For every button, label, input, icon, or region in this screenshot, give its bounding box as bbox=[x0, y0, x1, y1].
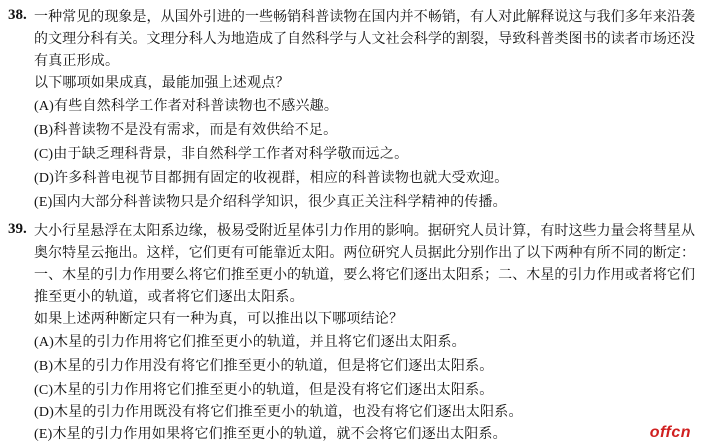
answer-option-e[interactable] bbox=[34, 424, 507, 445]
option-text: 国内大部分科普读物只是介绍科学知识，很少真正关注科学精神的传播。 bbox=[52, 194, 507, 210]
option-text: 科普读物不是没有需求，而是有效供给不足。 bbox=[53, 122, 338, 138]
answer-option-d[interactable] bbox=[34, 402, 523, 423]
option-letter: (E) bbox=[34, 427, 53, 442]
option-letter: (C) bbox=[34, 147, 54, 162]
question-prompt: 以下哪项如果成真，最能加强上述观点？ bbox=[34, 75, 290, 91]
option-text: 木星的引力作用如果将它们推至更小的轨道，就不会将它们逐出太阳系。 bbox=[52, 426, 507, 442]
answer-option-b[interactable] bbox=[34, 356, 493, 377]
question-number: 38. bbox=[8, 7, 27, 23]
option-letter: (B) bbox=[34, 123, 54, 138]
option-letter: (D) bbox=[34, 405, 55, 420]
option-text: 由于缺乏理科背景，非自然科学工作者对科学敬而远之。 bbox=[53, 146, 409, 162]
question-stem-line: 推至更小的轨道，或者将它们逐出太阳系。 bbox=[34, 289, 304, 305]
option-letter: (E) bbox=[34, 195, 53, 210]
option-letter: (A) bbox=[34, 335, 55, 350]
option-letter: (D) bbox=[34, 171, 55, 186]
question-stem-line: 一、木星的引力作用要么将它们推至更小的轨道，要么将它们逐出太阳系；二、木星的引力作用或者将它们 bbox=[34, 267, 696, 283]
answer-option-c[interactable] bbox=[34, 380, 493, 401]
answer-option-b[interactable] bbox=[34, 120, 337, 141]
offcn-watermark-logo: offcn bbox=[649, 424, 691, 441]
option-text: 木星的引力作用将它们推至更小的轨道，并且将它们逐出太阳系。 bbox=[54, 334, 466, 350]
option-text: 木星的引力作用将它们推至更小的轨道，但是没有将它们逐出太阳系。 bbox=[53, 382, 494, 398]
answer-option-c[interactable] bbox=[34, 144, 408, 165]
option-text: 木星的引力作用既没有将它们推至更小的轨道，也没有将它们逐出太阳系。 bbox=[54, 404, 523, 420]
option-text: 许多科普电视节目都拥有固定的收视群，相应的科普读物也就大受欢迎。 bbox=[54, 170, 509, 186]
option-text: 有些自然科学工作者对科普读物也不感兴趣。 bbox=[54, 98, 339, 114]
question-stem-line: 一种常见的现象是，从国外引进的一些畅销科普读物在国内并不畅销，有人对此解释说这与我们多年来沿袭 bbox=[34, 9, 696, 25]
answer-option-a[interactable] bbox=[34, 332, 466, 353]
option-letter: (A) bbox=[34, 99, 55, 114]
question-prompt: 如果上述两种断定只有一种为真，可以推出以下哪项结论？ bbox=[34, 311, 404, 327]
answer-option-e[interactable] bbox=[34, 192, 507, 213]
question-number: 39. bbox=[8, 221, 27, 237]
answer-option-d[interactable] bbox=[34, 168, 508, 189]
option-letter: (B) bbox=[34, 359, 54, 374]
question-stem-line: 的文理分科有关。文理分科人为地造成了自然科学与人文社会科学的割裂，导致科普类图书的读者市场还没 bbox=[34, 31, 696, 47]
option-letter: (C) bbox=[34, 383, 54, 398]
question-stem-line: 奥尔特星云拖出。这样，它们更有可能靠近太阳。两位研究人员据此分别作出了以下两种有所不同的断定： bbox=[34, 245, 696, 261]
question-stem-line: 有真正形成。 bbox=[34, 53, 120, 69]
question-stem-line: 大小行星悬浮在太阳系边缘，极易受附近星体引力作用的影响。据研究人员计算，有时这些力量会将彗星从 bbox=[34, 223, 696, 239]
answer-option-a[interactable] bbox=[34, 96, 338, 117]
option-text: 木星的引力作用没有将它们推至更小的轨道，但是将它们逐出太阳系。 bbox=[53, 358, 494, 374]
